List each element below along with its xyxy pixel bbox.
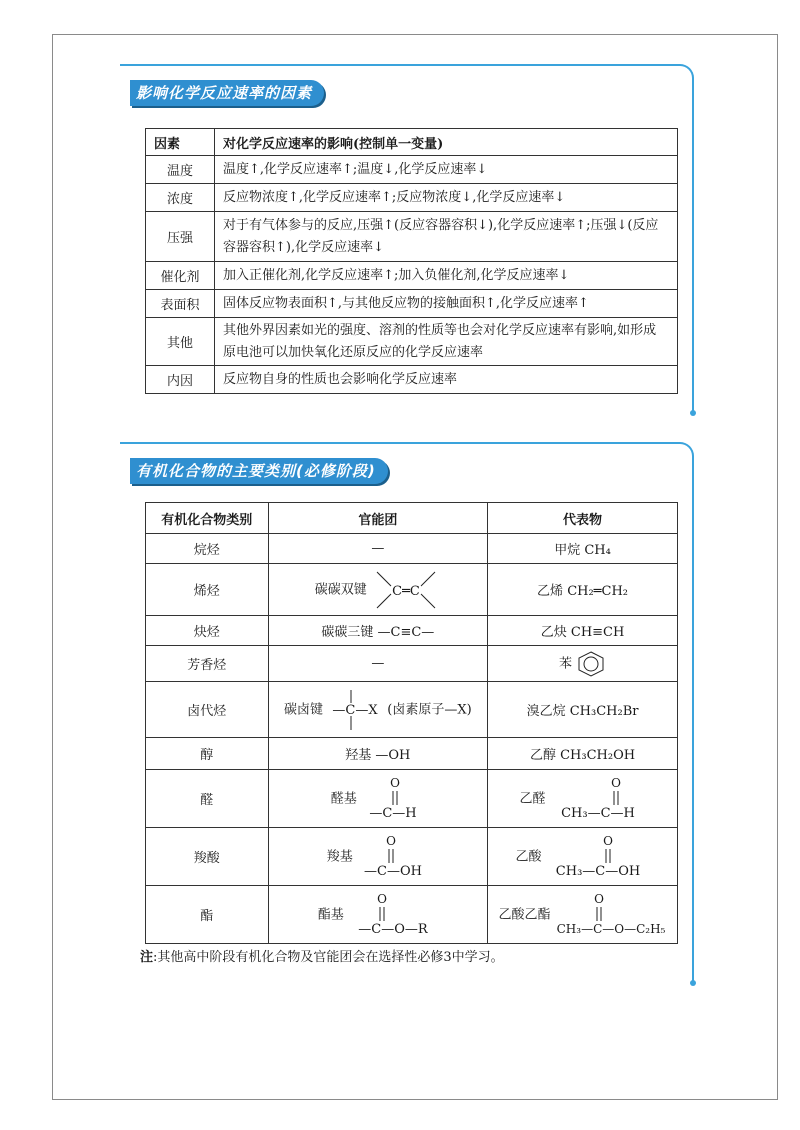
factor-cell: 其他	[146, 318, 215, 366]
aldehyde-oxygen: O	[389, 775, 400, 790]
group-formula: —C≡C—	[377, 625, 435, 640]
group-name: 碳碳三键	[321, 625, 374, 640]
table-row	[146, 646, 678, 682]
acetaldehyde-formula	[550, 775, 646, 823]
group-name: 碳卤键	[283, 702, 323, 717]
example-name: 甲烷	[554, 543, 581, 558]
effect-cell: 其他外界因素如光的强度、溶剂的性质等也会对化学反应速率有影响,如形成原电池可以加快氧化还原反应的化学反应速率	[215, 318, 678, 366]
section2-title: 有机化合物的主要类别(必修阶段)	[130, 458, 388, 484]
effect-cell: 加入正催化剂,化学反应速率↑;加入负催化剂,化学反应速率↓	[215, 262, 678, 290]
category-cell: 酯	[146, 886, 269, 944]
haloalkane-group-formula	[327, 686, 383, 734]
table-row	[146, 184, 678, 212]
aldehyde-formula-text: —C—H	[369, 805, 417, 821]
ester-oxygen: O	[376, 891, 387, 906]
header-functional-group: 官能团	[268, 503, 487, 534]
example-name: 乙炔	[540, 625, 567, 640]
aldehyde-structure-icon	[361, 775, 425, 823]
example-name: 乙醇	[529, 748, 556, 763]
example-formula: CH₃CH₂OH	[560, 748, 636, 763]
example-cell	[488, 646, 678, 682]
header-example: 代表物	[488, 503, 678, 534]
group-name: 羟基	[345, 748, 372, 763]
note-label: 注	[140, 950, 154, 965]
factor-cell: 温度	[146, 156, 215, 184]
group-cell	[268, 770, 487, 828]
example-cell	[488, 682, 678, 738]
alkene-structure-icon	[371, 568, 441, 612]
ester-structure-icon	[348, 891, 438, 939]
section1-bracket-dot	[690, 410, 696, 416]
example-formula: CH≡CH	[570, 625, 625, 640]
table-row	[146, 738, 678, 770]
note-text: :其他高中阶段有机化合物及官能团会在选择性必修3中学习。	[153, 950, 504, 965]
acetic-acid-oxygen: O	[602, 833, 613, 848]
factor-cell: 催化剂	[146, 262, 215, 290]
factor-cell: 内因	[146, 366, 215, 394]
acetic-acid-structure-icon	[546, 833, 650, 881]
example-cell	[488, 738, 678, 770]
aldehyde-group-formula	[361, 775, 425, 823]
acetaldehyde-oxygen: O	[610, 775, 621, 790]
table-row	[146, 290, 678, 318]
example-cell	[488, 886, 678, 944]
table-row	[146, 262, 678, 290]
effect-cell: 温度↑,化学反应速率↑;温度↓,化学反应速率↓	[215, 156, 678, 184]
example-name: 乙醛	[519, 791, 546, 806]
example-cell	[488, 770, 678, 828]
alkene-group-formula	[371, 568, 441, 612]
group-note: (卤素原子—X)	[387, 702, 472, 717]
group-cell	[268, 646, 487, 682]
example-name: 苯	[558, 656, 572, 671]
table-row	[146, 886, 678, 944]
section2-bracket-dot	[690, 980, 696, 986]
ethyl-acetate-formula	[555, 891, 667, 939]
section1-title: 影响化学反应速率的因素	[130, 80, 324, 106]
group-cell	[268, 828, 487, 886]
example-formula: CH₄	[584, 543, 611, 558]
acetic-acid-formula	[546, 833, 650, 881]
ethyl-acetate-formula-text: CH₃—C—O—C₂H₅	[556, 921, 665, 936]
table-row	[146, 682, 678, 738]
ester-formula-text: —C—O—R	[358, 921, 428, 937]
header-factor: 因素	[146, 129, 215, 156]
group-cell	[268, 738, 487, 770]
group-name: 碳碳双键	[314, 582, 367, 597]
category-cell: 卤代烃	[146, 682, 269, 738]
table-row	[146, 534, 678, 564]
effect-cell: 反应物自身的性质也会影响化学反应速率	[215, 366, 678, 394]
table-row	[146, 212, 678, 262]
ester-group-formula	[348, 891, 438, 939]
haloalkane-formula-text: —C—X	[332, 702, 378, 718]
group-cell	[268, 682, 487, 738]
group-cell	[268, 616, 487, 646]
group-name: —	[371, 656, 385, 671]
category-cell: 醇	[146, 738, 269, 770]
effect-cell: 反应物浓度↑,化学反应速率↑;反应物浓度↓,化学反应速率↓	[215, 184, 678, 212]
carboxyl-formula-text: —C—OH	[363, 863, 422, 879]
ethyl-acetate-structure-icon	[555, 891, 667, 939]
table-row	[146, 366, 678, 394]
acetaldehyde-structure-icon	[550, 775, 646, 823]
factor-cell: 表面积	[146, 290, 215, 318]
category-cell: 炔烃	[146, 616, 269, 646]
table-row	[146, 770, 678, 828]
factor-table	[145, 128, 678, 394]
benzene-ring	[576, 650, 606, 678]
organic-table-header-row	[146, 503, 678, 534]
category-cell: 烷烃	[146, 534, 269, 564]
group-name: 酯基	[317, 907, 344, 922]
group-name: 醛基	[330, 791, 357, 806]
group-cell	[268, 534, 487, 564]
table-row	[146, 156, 678, 184]
example-cell	[488, 828, 678, 886]
carboxyl-structure-icon	[357, 833, 429, 881]
carboxyl-oxygen: O	[385, 833, 396, 848]
effect-cell: 对于有气体参与的反应,压强↑(反应容器容积↓),化学反应速率↑;压强↓(反应容器容积↑),化学反应速率↓	[215, 212, 678, 262]
category-cell: 烯烃	[146, 564, 269, 616]
group-formula: —OH	[375, 748, 411, 763]
footnote	[140, 946, 504, 965]
group-cell	[268, 886, 487, 944]
category-cell: 芳香烃	[146, 646, 269, 682]
example-cell	[488, 564, 678, 616]
example-name: 乙酸	[515, 849, 542, 864]
effect-cell: 固体反应物表面积↑,与其他反应物的接触面积↑,化学反应速率↑	[215, 290, 678, 318]
header-effect: 对化学反应速率的影响(控制单一变量)	[215, 129, 678, 156]
table-row	[146, 616, 678, 646]
category-cell: 羧酸	[146, 828, 269, 886]
example-name: 乙酸乙酯	[498, 907, 551, 922]
haloalkane-structure-icon	[327, 686, 383, 734]
acetic-acid-formula-text: CH₃—C—OH	[555, 863, 640, 879]
example-cell	[488, 534, 678, 564]
alkene-formula-text: C═C	[392, 583, 420, 599]
benzene-ring-icon	[576, 650, 606, 678]
group-cell	[268, 564, 487, 616]
example-name: 溴乙烷	[526, 704, 566, 719]
ethyl-acetate-oxygen: O	[593, 891, 604, 906]
example-formula: CH₃CH₂Br	[569, 704, 639, 719]
category-cell: 醛	[146, 770, 269, 828]
group-name: 羧基	[326, 849, 353, 864]
factor-cell: 压强	[146, 212, 215, 262]
factor-cell: 浓度	[146, 184, 215, 212]
factor-table-header-row	[146, 129, 678, 156]
acetaldehyde-formula-text: CH₃—C—H	[560, 805, 635, 821]
carboxyl-group-formula	[357, 833, 429, 881]
example-name: 乙烯	[537, 584, 564, 599]
table-row	[146, 318, 678, 366]
header-category: 有机化合物类别	[146, 503, 269, 534]
table-row	[146, 564, 678, 616]
table-row	[146, 828, 678, 886]
organic-table	[145, 502, 678, 944]
group-name: —	[371, 541, 385, 556]
example-formula: CH₂═CH₂	[567, 584, 629, 599]
example-cell	[488, 616, 678, 646]
